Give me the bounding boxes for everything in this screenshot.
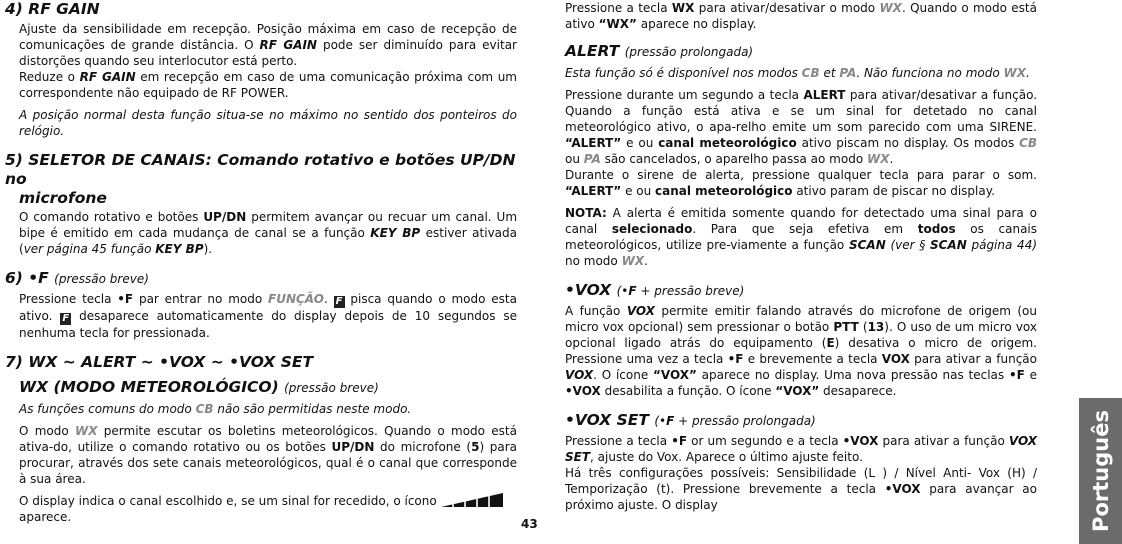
function-key-paragraph: Pressione tecla •F par entrar no modo FUNÇÃO. F pisca quando o modo esta ativo. F desaparece automaticamente do display depois de 10 segundos se nenhuma tecla for pressionada. [19, 292, 517, 340]
wx-paragraph-3: O display indica o canal escolhido e, se um sinal for recedido, o ícono aparece. [19, 493, 517, 525]
language-tab-label: Português [1088, 410, 1113, 532]
alert-paragraph-1: Esta função só é disponível nos modos CB et PA. Não funciona no modo WX. [565, 66, 1030, 80]
wx-paragraph-1: As funções comuns do modo CB não são permitidas neste modo. [19, 402, 412, 416]
wx-toggle-paragraph: Pressione a tecla WX para ativar/desativar o modo WX. Quando o modo está ativo “WX” aparece no display. [565, 1, 1037, 31]
vox-set-paragraph-1: Pressione a tecla •F or um segundo e a tecla •VOX para ativar a função VOX SET, ajuste do Vox. Aparece o último ajuste feito. [565, 434, 1037, 464]
vox-set-heading: •VOX SET (•F + pressão prolongada) [565, 411, 816, 429]
function-key-section [19, 291, 517, 341]
wx-subheading: WX (MODO METEOROLÓGICO) (pressão breve) [19, 378, 379, 396]
rf-gain-paragraph-3: A posição normal desta função situa-se no máximo no sentido dos ponteiros do relógio. [19, 108, 517, 138]
wx-alert-vox-heading: 7) WX ~ ALERT ~ •VOX ~ •VOX SET [5, 353, 314, 371]
language-tab [1079, 398, 1122, 544]
vox-heading: •VOX (•F + pressão breve) [565, 281, 745, 299]
channel-selector-section [19, 209, 517, 257]
signal-strength-icon [441, 493, 503, 507]
channel-selector-paragraph: O comando rotativo e botões UP/DN permitem avançar ou recuar um canal. Um bipe é emitido em cada mudança de canal se a função KEY BP estiver ativada (ver página 45 função KEY BP). [19, 210, 518, 256]
left-column [5, 0, 517, 525]
wx-paragraph-2: O modo WX permite escutar os boletins meteorológicos. Quando o modo está ativa-do, utilize o comando rotativo ou os botões UP/DN do microfone (5) para procurar, através dos sete canais meteorológicos, qual é o canal que corresponde à sua área. [19, 424, 517, 486]
rf-gain-section [19, 21, 517, 139]
alert-heading: ALERT (pressão prolongada) [565, 42, 754, 60]
rf-gain-paragraph-1: Ajuste da sensibilidade em recepção. Posição máxima em caso de recepção de comunicações de grande distância. O RF GAIN pode ser diminuído para evitar distorções quando seu interlocutor está perto. [19, 22, 517, 68]
vox-set-paragraph-2: Há três configurações possíveis: Sensibilidade (L ) / Nível Anti- Vox (H) / Temporização (t). Pressione brevemente a tecla •VOX para avançar ao próximo ajuste. O display [565, 466, 1037, 512]
wx-section [19, 378, 517, 525]
rf-gain-heading: 4) RF GAIN [5, 0, 100, 18]
function-f-icon: F [60, 313, 71, 325]
right-column [565, 0, 1037, 513]
channel-selector-heading: 5) SELETOR DE CANAIS: Comando rotativo e botões UP/DN no microfone [5, 151, 516, 207]
page-number: 43 [521, 517, 538, 531]
function-key-heading: 6) •F (pressão breve) [5, 269, 149, 287]
vox-paragraph: A função VOX permite emitir falando através do microfone de origem (ou micro vox opcional) sem pressionar o botão PTT (13). O uso de um micro vox opcional ligado atrás do equipamento (E) desativa o micro de origem. Pressione uma vez a tecla •F e brevemente a tecla VOX para ativar a função VOX. O ícone “VOX” aparece no display. Uma nova pressão nas teclas •F e •VOX desabilita a função. O ícone “VOX” desaparece. [565, 304, 1038, 398]
alert-note: NOTA: A alerta é emitida somente quando for detectado uma sinal para o canal selecionado. Para que seja efetiva em todos os canais meteorológicos, utilize pre-viamente a função SCAN (ver § SCAN página 44) no modo WX. [565, 206, 1038, 268]
function-f-icon: F [334, 296, 345, 308]
alert-paragraph-2: Pressione durante um segundo a tecla ALERT para ativar/desativar a função. Quando a função está ativa e se um sinal for detetado no canal meteorológico ativo, o apa-relho emite um som parecido com uma SIRENE. “ALERT” e ou canal meteorológico ativo piscam no display. Os modos CB ou PA são cancelados, o aparelho passa ao modo WX. [565, 88, 1038, 166]
alert-paragraph-3: Durante o sirene de alerta, pressione qualquer tecla para parar o som. “ALERT” e ou canal meteorológico ativo param de piscar no display. [565, 168, 1037, 198]
rf-gain-paragraph-2: Reduze o RF GAIN em recepção em caso de uma comunicação próxima com um correspondente não equipado de RF POWER. [19, 70, 517, 100]
